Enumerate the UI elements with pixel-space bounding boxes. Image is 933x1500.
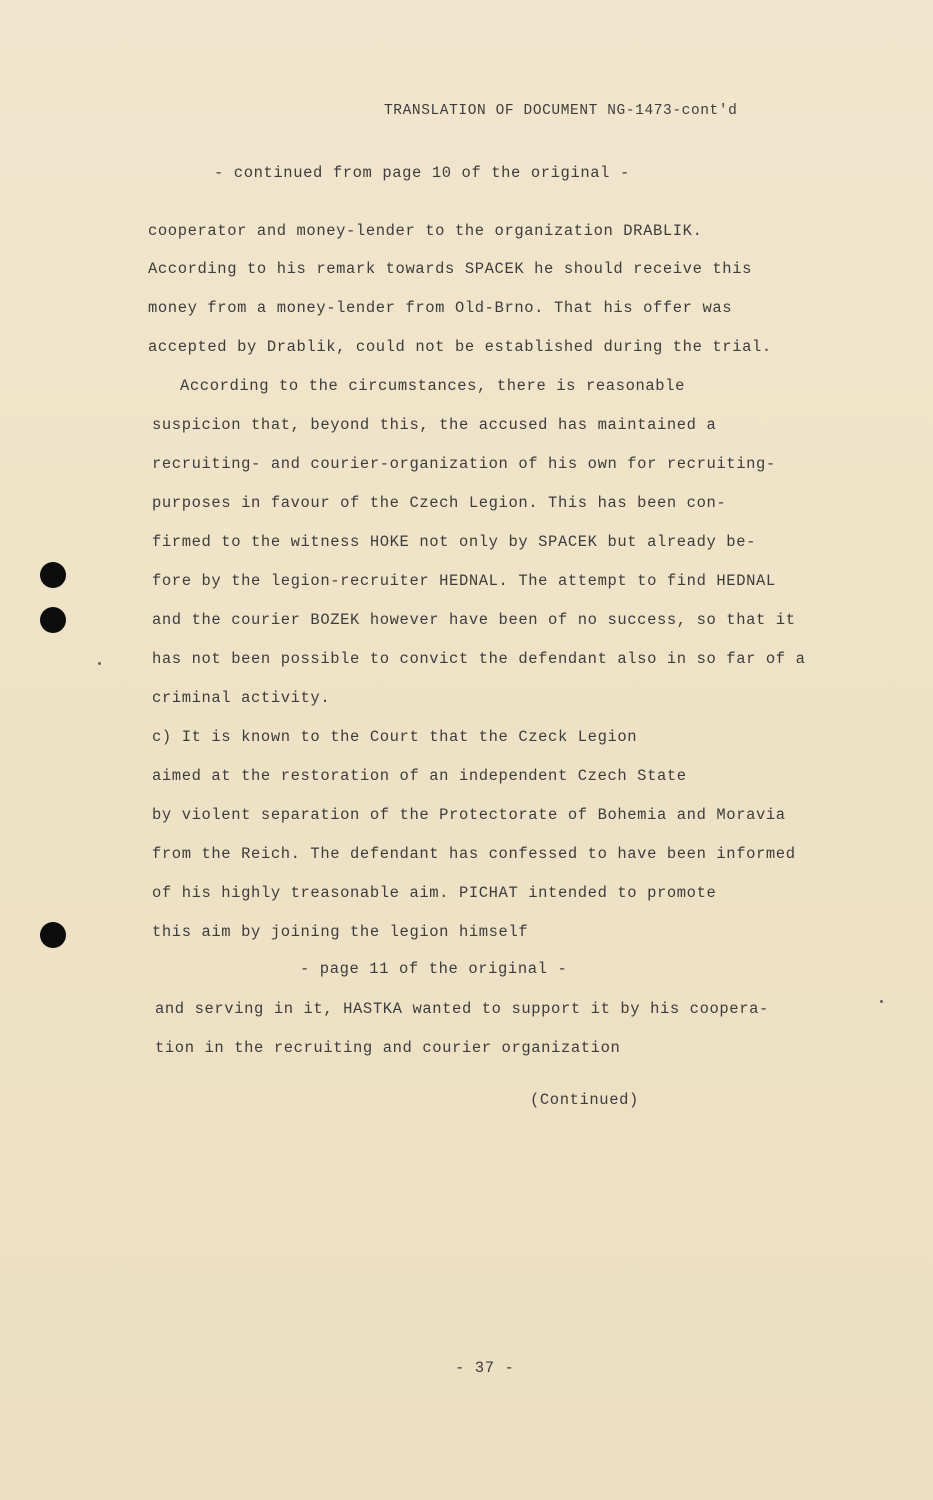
paper-speck	[880, 1000, 883, 1003]
body-line: fore by the legion-recruiter HEDNAL. The attempt to find HEDNAL	[152, 572, 776, 590]
body-line: of his highly treasonable aim. PICHAT intended to promote	[152, 884, 717, 902]
body-line: According to the circumstances, there is reasonable	[180, 377, 685, 395]
body-line: this aim by joining the legion himself	[152, 923, 529, 941]
body-line: aimed at the restoration of an independent Czech State	[152, 767, 687, 785]
body-line: has not been possible to convict the defendant also in so far of a	[152, 650, 806, 668]
document-header: TRANSLATION OF DOCUMENT NG-1473-cont'd	[384, 103, 738, 119]
body-line: suspicion that, beyond this, the accused has maintained a	[152, 416, 717, 434]
body-line: and the courier BOZEK however have been of no success, so that it	[152, 611, 796, 629]
page-number: - 37 -	[455, 1359, 515, 1377]
body-line: tion in the recruiting and courier organization	[155, 1039, 621, 1057]
continued-from-note: - continued from page 10 of the original -	[214, 164, 630, 182]
paper-speck	[98, 662, 101, 665]
body-line: firmed to the witness HOKE not only by SPACEK but already be-	[152, 533, 756, 551]
body-line: by violent separation of the Protectorate of Bohemia and Moravia	[152, 806, 786, 824]
body-line: According to his remark towards SPACEK he should receive this	[148, 260, 752, 278]
punch-hole	[40, 607, 66, 633]
punch-hole	[40, 922, 66, 948]
body-line: purposes in favour of the Czech Legion. This has been con-	[152, 494, 727, 512]
body-line: c) It is known to the Court that the Czeck Legion	[152, 728, 638, 746]
body-line: money from a money-lender from Old-Brno. That his offer was	[148, 299, 733, 317]
body-line: accepted by Drablik, could not be established during the trial.	[148, 338, 772, 356]
body-line: and serving in it, HASTKA wanted to support it by his coopera-	[155, 1000, 769, 1018]
original-page-marker: - page 11 of the original -	[300, 960, 568, 978]
punch-hole	[40, 562, 66, 588]
body-line: recruiting- and courier-organization of his own for recruiting-	[152, 455, 776, 473]
body-line: cooperator and money-lender to the organization DRABLIK.	[148, 222, 703, 240]
body-line: from the Reich. The defendant has confessed to have been informed	[152, 845, 796, 863]
continued-note: (Continued)	[530, 1091, 639, 1109]
body-line: criminal activity.	[152, 689, 331, 707]
